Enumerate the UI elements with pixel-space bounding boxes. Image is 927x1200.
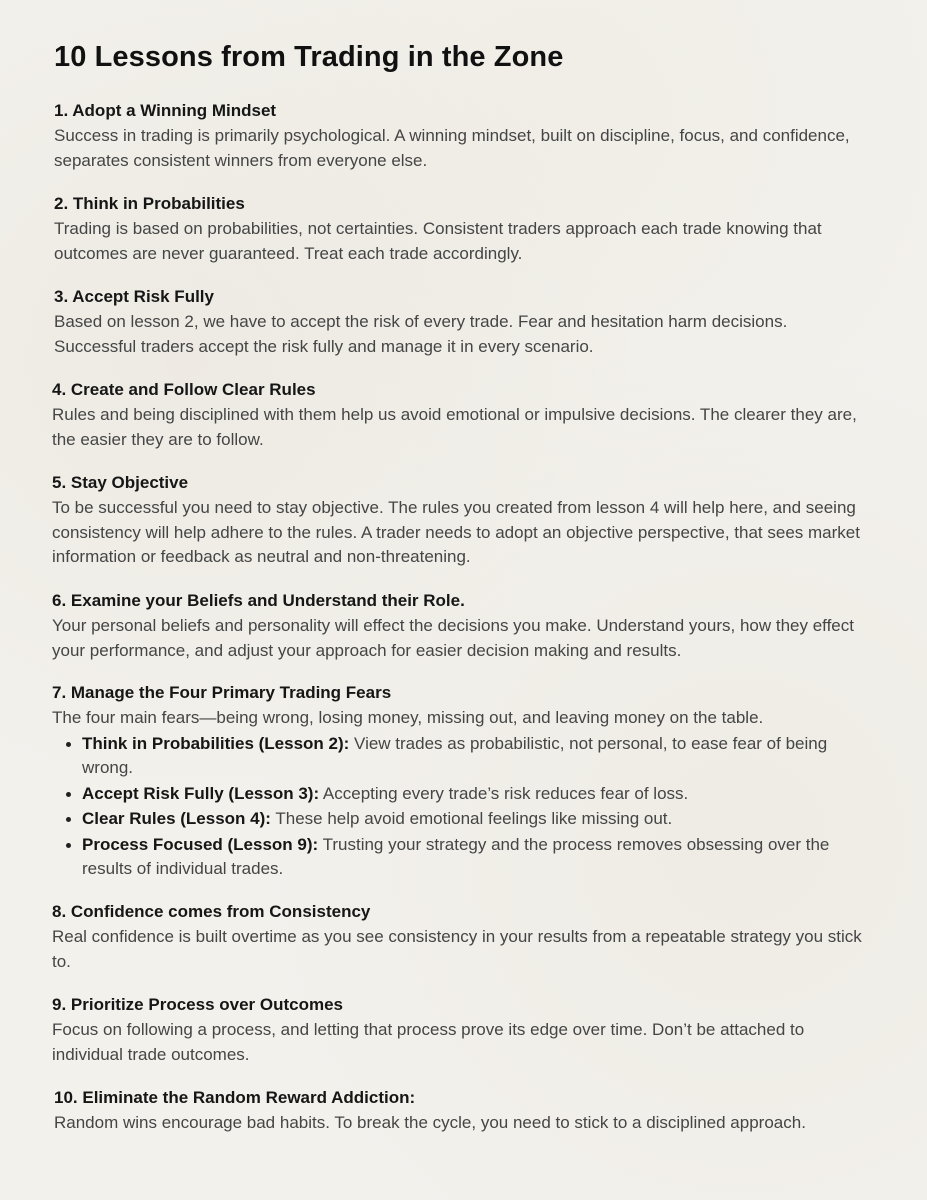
lesson-8 xyxy=(52,901,872,974)
lesson-heading: 4. Create and Follow Clear Rules xyxy=(52,380,316,399)
fear-item-text: Accepting every trade’s risk reduces fear of loss. xyxy=(319,783,689,803)
lesson-body: Focus on following a process, and letting that process prove its edge over time. Don’t be attached to individual trade outcomes. xyxy=(52,1020,805,1064)
list-item xyxy=(52,732,877,781)
page-title: 10 Lessons from Trading in the Zone xyxy=(54,41,564,73)
fear-item-text: Trusting your strategy and the process removes obsessing over the results of individual trades. xyxy=(82,834,830,878)
lesson-body: Based on lesson 2, we have to accept the risk of every trade. Fear and hesitation harm decisions. Successful traders accept the risk fully and manage it in every scenario. xyxy=(54,312,788,356)
lesson-7 xyxy=(52,682,877,882)
lesson-1 xyxy=(54,100,874,173)
lesson-heading: 2. Think in Probabilities xyxy=(54,194,245,213)
lesson-heading: 8. Confidence comes from Consistency xyxy=(52,902,371,921)
lesson-heading: 7. Manage the Four Primary Trading Fears xyxy=(52,683,392,702)
lesson-6 xyxy=(52,590,877,663)
lesson-body: The four main fears—being wrong, losing money, missing out, and leaving money on the table. xyxy=(52,708,764,727)
bullet-icon xyxy=(66,843,71,848)
lesson-5 xyxy=(52,472,872,570)
lesson-2 xyxy=(54,193,874,266)
list-item xyxy=(52,807,877,832)
lesson-4 xyxy=(52,379,872,452)
lesson-heading: 6. Examine your Beliefs and Understand their Role. xyxy=(52,591,465,610)
lesson-body: Rules and being disciplined with them help us avoid emotional or impulsive decisions. The clearer they are, the easier they are to follow. xyxy=(52,405,857,449)
lesson-body: Success in trading is primarily psychological. A winning mindset, built on discipline, focus, and confidence, separates consistent winners from everyone else. xyxy=(54,126,850,170)
lesson-3 xyxy=(54,286,874,359)
fear-item-title: Think in Probabilities (Lesson 2): xyxy=(82,733,350,753)
fear-item-text: These help avoid emotional feelings like missing out. xyxy=(270,809,673,828)
fear-item-title: Clear Rules (Lesson 4): xyxy=(82,809,271,828)
lesson-heading: 3. Accept Risk Fully xyxy=(54,287,214,306)
lesson-heading: 1. Adopt a Winning Mindset xyxy=(54,101,277,120)
lesson-heading: 5. Stay Objective xyxy=(52,473,189,492)
lesson-body: Trading is based on probabilities, not certainties. Consistent traders approach each trade knowing that outcomes are never guaranteed. Treat each trade accordingly. xyxy=(54,219,822,263)
list-item xyxy=(52,782,877,807)
bullet-icon xyxy=(66,792,71,797)
bullet-icon xyxy=(66,817,71,822)
lesson-body: Real confidence is built overtime as you see consistency in your results from a repeatable strategy you stick to. xyxy=(52,927,862,971)
fear-item-title: Process Focused (Lesson 9): xyxy=(82,834,319,854)
list-item xyxy=(52,833,877,882)
lesson-10 xyxy=(54,1087,884,1136)
fear-item-text: View trades as probabilistic, not personal, to ease fear of being wrong. xyxy=(82,733,828,777)
lesson-heading: 9. Prioritize Process over Outcomes xyxy=(52,995,344,1014)
lesson-9 xyxy=(52,994,877,1067)
fear-list xyxy=(52,732,877,882)
lesson-body: To be successful you need to stay objective. The rules you created from lesson 4 will help here, and seeing consistency will help adhere to the rules. A trader needs to adopt an objective perspective, that sees market information or feedback as neutral and non-threatening. xyxy=(52,498,860,566)
bullet-icon xyxy=(66,742,71,747)
lesson-body: Random wins encourage bad habits. To break the cycle, you need to stick to a disciplined approach. xyxy=(54,1113,806,1132)
fear-item-title: Accept Risk Fully (Lesson 3): xyxy=(82,783,320,803)
lesson-heading: 10. Eliminate the Random Reward Addiction: xyxy=(54,1088,416,1107)
lesson-body: Your personal beliefs and personality will effect the decisions you make. Understand yours, how they effect your performance, and adjust your approach for easier decision making and results. xyxy=(52,616,854,660)
